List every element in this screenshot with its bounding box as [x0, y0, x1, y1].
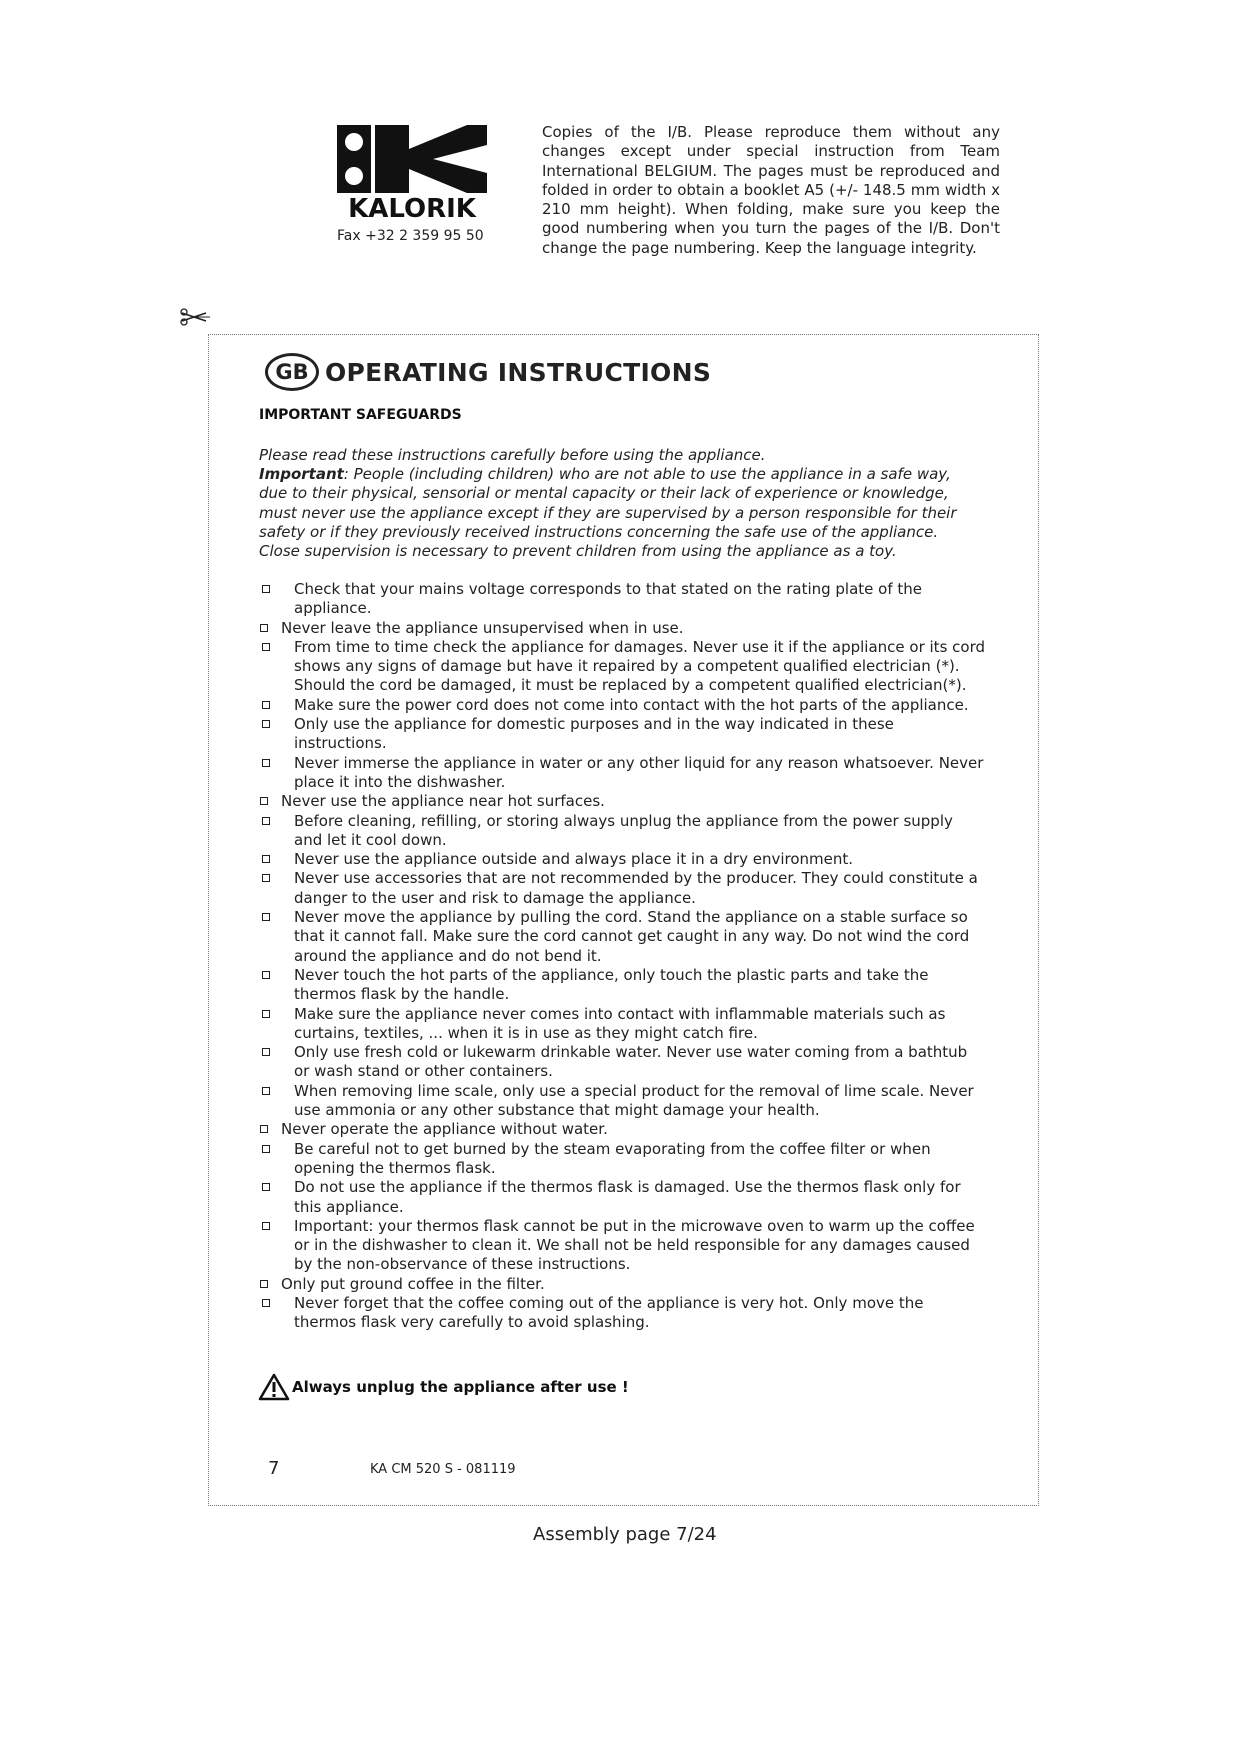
intro-line: Please read these instructions carefully before using the appliance. [259, 446, 766, 464]
logo-wordmark: KALORIK [348, 194, 476, 221]
safeguard-item [259, 908, 985, 966]
safeguard-item [259, 1294, 985, 1333]
safeguard-text: Never use the appliance near hot surfaces. [281, 792, 605, 811]
kalorik-logo-mark [337, 125, 487, 221]
safeguard-item [259, 696, 985, 715]
page-number: 7 [268, 1458, 280, 1479]
assembly-page: Assembly page 7/24 [533, 1524, 717, 1545]
safeguard-item [259, 1217, 985, 1275]
safeguard-item [259, 1140, 985, 1179]
checkbox-bullet-icon [262, 1087, 270, 1095]
checkbox-bullet-icon [262, 874, 270, 882]
checkbox-bullet-icon [262, 1048, 270, 1056]
safeguard-text: Do not use the appliance if the thermos flask is damaged. Use the thermos flask only for this appliance. [294, 1178, 961, 1216]
checkbox-bullet-icon [262, 1145, 270, 1153]
safeguard-text: Never immerse the appliance in water or any other liquid for any reason whatsoever. Never place it into the dishwasher. [294, 753, 984, 791]
checkbox-bullet-icon [260, 1125, 268, 1133]
checkbox-bullet-icon [262, 1222, 270, 1230]
safeguard-item [259, 966, 985, 1005]
safeguard-item [259, 754, 985, 793]
safeguard-text: Never use the appliance outside and always place it in a dry environment. [294, 850, 854, 869]
checkbox-bullet-icon [262, 913, 270, 921]
scissors-icon [180, 307, 210, 329]
safeguard-text: Be careful not to get burned by the steam evaporating from the coffee filter or when opening the thermos flask. [294, 1139, 931, 1177]
checkbox-bullet-icon [262, 759, 270, 767]
safeguard-text: Only use fresh cold or lukewarm drinkable water. Never use water coming from a bathtub or wash stand or other containers. [294, 1043, 968, 1081]
safeguard-list [259, 580, 985, 1333]
checkbox-bullet-icon [262, 643, 270, 651]
safeguard-item [259, 1005, 985, 1044]
warning-triangle-icon [258, 1373, 290, 1401]
checkbox-bullet-icon [262, 817, 270, 825]
safeguard-item [259, 619, 985, 638]
safeguard-item [259, 580, 985, 619]
safeguard-text: From time to time check the appliance for damages. Never use it if the appliance or its cord shows any signs of damage but have it repaired by a competent qualified electrician (*). Should the cord be damaged, it must be replaced by a competent qualified electrician(*). [294, 637, 985, 695]
safeguard-item [259, 1120, 985, 1139]
safeguard-text: Important: your thermos flask cannot be put in the microwave oven to warm up the coffee or in the dishwasher to clean it. We shall not be held responsible for any damages caused by the non-observance of these instructions. [294, 1216, 975, 1274]
safeguard-text: Never leave the appliance unsupervised when in use. [281, 618, 684, 637]
checkbox-bullet-icon [260, 1280, 268, 1288]
section-title [265, 352, 711, 392]
model-reference: KA CM 520 S - 081119 [370, 1462, 516, 1477]
safeguard-text: Check that your mains voltage corresponds to that stated on the rating plate of the appliance. [294, 580, 923, 618]
safeguard-text: Only put ground coffee in the filter. [281, 1274, 545, 1293]
safeguard-text: Before cleaning, refilling, or storing always unplug the appliance from the power supply and let it cool down. [294, 811, 953, 849]
important-label: Important [259, 465, 344, 484]
reproduction-notice: Copies of the I/B. Please reproduce them without any changes except under special instruction from Team International BELGIUM. The pages must be reproduced and folded in order to obtain a booklet A5 (+/- 148.5 mm width x 210 mm height). When folding, make sure you keep the good numbering when you turn the pages of the I/B. Don't change the page numbering. Keep the language integrity. [542, 123, 1000, 257]
warning-text: Always unplug the appliance after use ! [292, 1378, 629, 1396]
checkbox-bullet-icon [262, 855, 270, 863]
intro-paragraph [259, 446, 959, 561]
fax-number: Fax +32 2 359 95 50 [337, 228, 484, 244]
important-note [259, 465, 959, 561]
checkbox-bullet-icon [262, 1010, 270, 1018]
checkbox-bullet-icon [262, 1299, 270, 1307]
checkbox-bullet-icon [262, 701, 270, 709]
checkbox-bullet-icon [260, 624, 268, 632]
safeguard-text: Make sure the appliance never comes into contact with inflammable materials such as curtains, textiles, ... when it is in use as they might catch fire. [294, 1004, 946, 1042]
language-badge: GB [265, 353, 319, 391]
safeguard-item [259, 1178, 985, 1217]
safeguard-item [259, 812, 985, 851]
safeguard-text: Never move the appliance by pulling the cord. Stand the appliance on a stable surface so that it cannot fall. Make sure the cord cannot get caught in any way. Do not wind the cord around the appliance and do not bend it. [294, 908, 970, 965]
safeguard-text: Only use the appliance for domestic purposes and in the way indicated in these instructions. [294, 715, 894, 753]
safeguard-item [259, 638, 985, 696]
kalorik-logo [337, 125, 487, 225]
important-text: : People (including children) who are not able to use the appliance in a safe way, due to their physical, sensorial or mental capacity or their lack of experience or knowledge, must never use the appliance except if they are supervised by a person responsible for their safety or if they previously received instructions concerning the safe use of the appliance. Close supervision is necessary to prevent children from using the appliance as a toy. [259, 465, 957, 561]
safeguard-item [259, 850, 985, 869]
safeguard-item [259, 1043, 985, 1082]
safeguard-text: Never touch the hot parts of the appliance, only touch the plastic parts and take the thermos flask by the handle. [294, 965, 929, 1004]
safeguard-item [259, 1082, 985, 1121]
safeguards-heading: IMPORTANT SAFEGUARDS [259, 407, 462, 423]
safeguard-text: Never operate the appliance without water. [281, 1120, 608, 1139]
safeguard-item [259, 792, 985, 811]
safeguard-text: Never use accessories that are not recommended by the producer. They could constitute a danger to the user and risk to damage the appliance. [294, 869, 978, 907]
safeguard-text: When removing lime scale, only use a special product for the removal of lime scale. Never use ammonia or any other substance that might damage your health. [294, 1081, 974, 1120]
page-title: OPERATING INSTRUCTIONS [325, 357, 712, 387]
checkbox-bullet-icon [262, 720, 270, 728]
checkbox-bullet-icon [262, 971, 270, 979]
safeguard-item [259, 1275, 985, 1294]
safeguard-item [259, 715, 985, 754]
safeguard-text: Never forget that the coffee coming out of the appliance is very hot. Only move the thermos flask very carefully to avoid splashing. [294, 1293, 924, 1332]
checkbox-bullet-icon [260, 797, 268, 805]
warning-note [258, 1373, 629, 1401]
safeguard-item [259, 869, 985, 908]
checkbox-bullet-icon [262, 585, 270, 593]
checkbox-bullet-icon [262, 1183, 270, 1191]
safeguard-text: Make sure the power cord does not come into contact with the hot parts of the appliance. [294, 695, 969, 714]
